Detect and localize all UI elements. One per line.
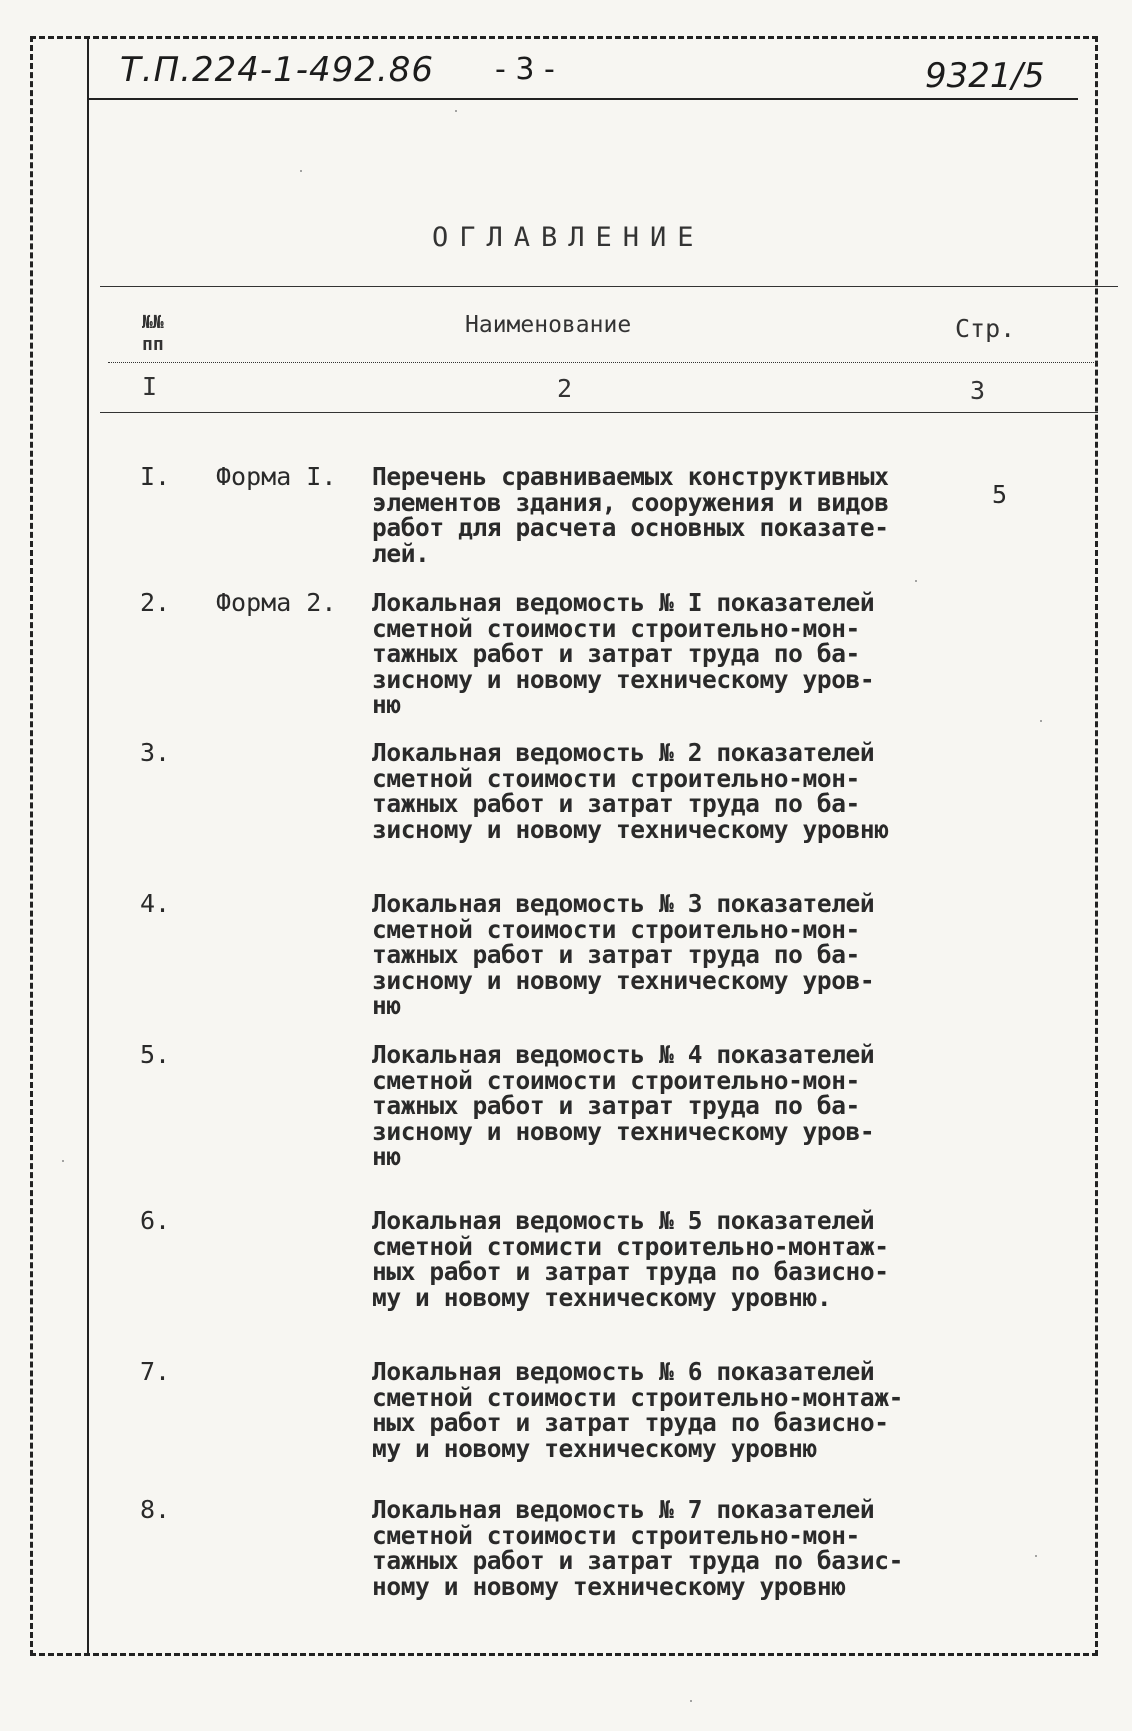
entry-line: сметной стоимости строительно-монтаж- [372, 1382, 903, 1412]
entry-line: Локальная ведомость № I показателей [372, 588, 875, 617]
entry-line: ных работ и затрат труда по базисно- [372, 1408, 889, 1437]
entry-line: работ для расчета основных показате- [372, 513, 889, 542]
entry-form-label: Форма I. [216, 462, 337, 491]
entry-form-label: Форма 2. [216, 588, 337, 617]
column-header-number [142, 312, 190, 356]
entry-line: ных работ и затрат труда по базисно- [372, 1257, 889, 1286]
entry-line: му и новому техническому уровню. [372, 1282, 832, 1312]
entry-number: I. [140, 462, 171, 491]
entry-line: сметной стоимости строительно-мон- [372, 914, 860, 944]
entry-line: тажных работ и затрат труда по ба- [372, 1091, 860, 1120]
scan-speck [300, 170, 302, 172]
column-number-3: 3 [970, 376, 986, 405]
entry-number: 3. [140, 738, 171, 767]
scan-speck [62, 1160, 64, 1162]
entry-line: Локальная ведомость № 2 показателей [372, 738, 875, 767]
document-code: Т.П.224-1-492.86 [120, 50, 434, 90]
entry-description [372, 464, 947, 566]
frame-left-outer-border [30, 36, 33, 1656]
entry-line: сметной стоимости строительно-мон- [372, 763, 860, 793]
entry-line: тажных работ и затрат труда по ба- [372, 940, 860, 969]
sheet-number: 9321/5 [925, 56, 1045, 96]
column-header-number-text: №№ пп [142, 312, 164, 355]
entry-page-number: 5 [992, 480, 1008, 509]
page-title: ОГЛАВЛЕНИЕ [432, 222, 705, 253]
entry-description [372, 891, 947, 1019]
entry-number: 5. [140, 1040, 171, 1069]
column-header-name: Наименование [465, 312, 632, 338]
entry-number: 6. [140, 1206, 171, 1235]
scan-speck [1040, 720, 1042, 722]
entry-description [372, 1359, 947, 1461]
entry-description [372, 740, 947, 842]
scan-speck [915, 580, 917, 582]
entry-line: тажных работ и затрат труда по базис- [372, 1546, 903, 1575]
entry-line: сметной стоимости строительно-мон- [372, 1520, 860, 1550]
entry-line: ню [372, 690, 401, 719]
entry-line: ню [372, 991, 401, 1020]
entry-number: 7. [140, 1357, 171, 1386]
entry-line: ню [372, 1142, 401, 1171]
entry-line: зисному и новому техническому уров- [372, 664, 875, 694]
scan-speck [690, 1700, 692, 1702]
column-header-page: Стр. [955, 314, 1016, 343]
table-header-divider [108, 362, 1098, 363]
entry-line: сметной стоимости строительно-мон- [372, 613, 860, 643]
entry-line: ному и новому техническому уровню [372, 1571, 846, 1601]
entry-description [372, 590, 947, 718]
entry-line: тажных работ и затрат труда по ба- [372, 789, 860, 818]
column-number-1: I [142, 372, 158, 401]
entry-line: лей. [372, 538, 430, 568]
entry-line: Перечень сравниваемых конструктивных [372, 462, 889, 491]
frame-top-border [30, 36, 1098, 39]
frame-right-border [1095, 36, 1098, 1656]
scan-speck [1035, 1555, 1037, 1557]
frame-bottom-border [30, 1653, 1098, 1656]
table-column-numbers-rule [100, 412, 1098, 413]
entry-line: Локальная ведомость № 5 показателей [372, 1206, 875, 1235]
entry-number: 4. [140, 889, 171, 918]
frame-left-binding-line [87, 36, 89, 1656]
entry-description [372, 1208, 947, 1310]
entry-line: сметной стоимости строительно-мон- [372, 1065, 860, 1095]
entry-line: Локальная ведомость № 6 показателей [372, 1357, 875, 1386]
entry-line: сметной стомисти строительно-монтаж- [372, 1231, 889, 1261]
entry-line: Локальная ведомость № 3 показателей [372, 889, 875, 918]
column-number-2: 2 [557, 374, 573, 403]
entry-number: 8. [140, 1495, 171, 1524]
entry-line: зисному и новому техническому уровню [372, 814, 889, 844]
page-number-marker: - 3 - [495, 52, 555, 87]
entry-number: 2. [140, 588, 171, 617]
entry-line: зисному и новому техническому уров- [372, 1116, 875, 1146]
header-bottom-rule [88, 98, 1078, 100]
scan-speck [455, 110, 457, 112]
entry-description [372, 1042, 947, 1170]
entry-line: тажных работ и затрат труда по ба- [372, 639, 860, 668]
entry-description [372, 1497, 947, 1599]
entry-line: зисному и новому техническому уров- [372, 965, 875, 995]
entry-line: элементов здания, сооружения и видов [372, 487, 889, 517]
entry-line: му и новому техническому уровню [372, 1433, 817, 1463]
table-top-rule [100, 286, 1118, 287]
entry-line: Локальная ведомость № 4 показателей [372, 1040, 875, 1069]
entry-line: Локальная ведомость № 7 показателей [372, 1495, 875, 1524]
